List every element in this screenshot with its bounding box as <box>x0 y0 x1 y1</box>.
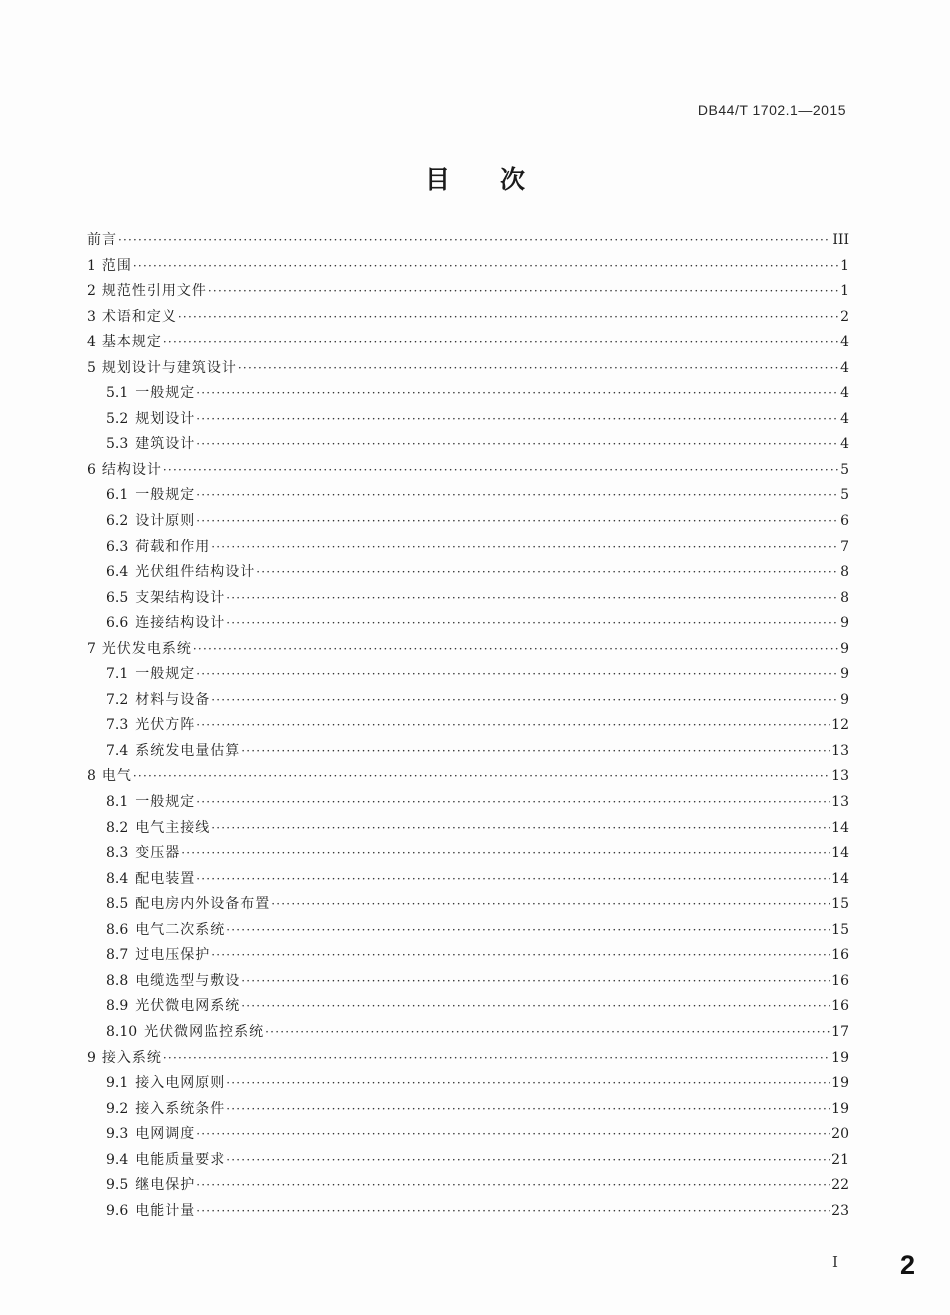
toc-entry-page: 4 <box>840 359 849 376</box>
toc-entry-page: 15 <box>831 921 849 938</box>
dot-leader <box>211 535 839 561</box>
dot-leader <box>256 560 839 586</box>
toc-entry-label: 电气二次系统 <box>135 921 226 938</box>
dot-leader <box>163 1046 830 1072</box>
toc-entry-number: 6.4 <box>106 564 129 581</box>
toc-entry-number: 3 <box>87 308 96 325</box>
toc-entry-page: 9 <box>840 666 849 683</box>
toc-entry-page: 1 <box>840 283 849 300</box>
toc-entry[interactable] <box>87 254 849 280</box>
toc-entry-page: 5 <box>840 461 849 478</box>
toc-entry-label: 规划设计与建筑设计 <box>101 359 237 376</box>
toc-entry-page: 4 <box>840 436 849 453</box>
toc-entry-number: 5.1 <box>106 385 129 402</box>
dot-leader <box>226 586 839 612</box>
toc-entry-label: 结构设计 <box>101 461 162 478</box>
toc-entry-label: 支架结构设计 <box>135 589 226 606</box>
toc-entry-number: 8.3 <box>106 845 129 862</box>
toc-entry-number: 5 <box>87 359 96 376</box>
toc-entry[interactable] <box>87 1020 849 1046</box>
toc-entry-number: 9.1 <box>106 1075 129 1092</box>
toc-entry-label: 系统发电量估算 <box>135 742 241 759</box>
dot-leader <box>226 1071 830 1097</box>
toc-entry-label: 配电房内外设备布置 <box>135 896 271 913</box>
toc-entry-page: 8 <box>840 589 849 606</box>
toc-entry-label: 光伏发电系统 <box>101 640 192 657</box>
toc-entry[interactable] <box>87 790 849 816</box>
toc-entry[interactable] <box>87 330 849 356</box>
toc-entry-number: 9.4 <box>106 1151 129 1168</box>
toc-entry[interactable] <box>87 841 849 867</box>
toc-entry[interactable] <box>87 483 849 509</box>
toc-entry[interactable] <box>87 1071 849 1097</box>
toc-entry-page: 14 <box>831 870 849 887</box>
toc-entry-label: 电气 <box>101 768 132 785</box>
toc-entry[interactable] <box>87 739 849 765</box>
page-title: 目次 <box>424 165 575 194</box>
toc-entry-page: 12 <box>831 717 849 734</box>
toc-entry-number: 6.6 <box>106 615 129 632</box>
dot-leader <box>196 432 839 458</box>
toc-entry-page: 13 <box>831 768 849 785</box>
toc-entry-number: 1 <box>87 257 96 274</box>
toc-entry[interactable] <box>87 1199 849 1225</box>
toc-entry[interactable] <box>87 305 849 331</box>
toc-entry-number: 8 <box>87 768 96 785</box>
dot-leader <box>226 918 830 944</box>
toc-entry[interactable] <box>87 969 849 995</box>
toc-entry-label: 光伏微网监控系统 <box>144 1023 265 1040</box>
toc-entry-label: 术语和定义 <box>101 308 177 325</box>
toc-entry[interactable] <box>87 688 849 714</box>
toc-entry[interactable] <box>87 816 849 842</box>
toc-entry-number: 9.5 <box>106 1177 129 1194</box>
toc-entry[interactable] <box>87 586 849 612</box>
dot-leader <box>181 841 830 867</box>
toc-entry[interactable] <box>87 662 849 688</box>
toc-entry-number: 5.3 <box>106 436 129 453</box>
toc-entry-number: 4 <box>87 334 96 351</box>
table-of-contents <box>87 228 849 1224</box>
toc-entry[interactable] <box>87 458 849 484</box>
toc-entry[interactable] <box>87 713 849 739</box>
toc-entry-number: 8.6 <box>106 921 129 938</box>
toc-entry-page: 4 <box>840 410 849 427</box>
dot-leader <box>211 688 839 714</box>
toc-entry-label: 设计原则 <box>135 513 196 530</box>
toc-entry-label: 荷载和作用 <box>135 538 211 555</box>
toc-entry[interactable] <box>87 764 849 790</box>
toc-entry-page: 19 <box>831 1075 849 1092</box>
toc-entry-page: 19 <box>831 1049 849 1066</box>
toc-entry-page: 19 <box>831 1100 849 1117</box>
toc-entry-page: 15 <box>831 896 849 913</box>
toc-entry-label: 电能计量 <box>135 1202 196 1219</box>
toc-entry-number: 6.2 <box>106 513 129 530</box>
toc-entry-label: 继电保护 <box>135 1177 196 1194</box>
toc-entry-number: 7.3 <box>106 717 129 734</box>
toc-entry-page: 22 <box>831 1177 849 1194</box>
dot-leader <box>133 254 839 280</box>
toc-entry-label: 前言 <box>87 232 117 248</box>
dot-leader <box>226 611 839 637</box>
dot-leader <box>238 356 839 382</box>
dot-leader <box>241 969 830 995</box>
toc-entry-label: 连接结构设计 <box>135 615 226 632</box>
dot-leader <box>211 816 830 842</box>
toc-entry-label: 建筑设计 <box>135 436 196 453</box>
dot-leader <box>196 1199 830 1225</box>
standard-code: DB44/T 1702.1—2015 <box>697 102 846 118</box>
dot-leader <box>196 790 830 816</box>
dot-leader <box>226 1148 830 1174</box>
toc-entry-page: 14 <box>831 845 849 862</box>
toc-entry-number: 8.1 <box>106 794 129 811</box>
dot-leader <box>241 739 830 765</box>
toc-entry-number: 8.8 <box>106 972 129 989</box>
toc-entry[interactable] <box>87 994 849 1020</box>
toc-entry-number: 7.1 <box>106 666 129 683</box>
dot-leader <box>196 713 830 739</box>
dot-leader <box>163 458 839 484</box>
toc-entry-page: 1 <box>840 257 849 274</box>
toc-entry-number: 6.3 <box>106 538 129 555</box>
toc-entry[interactable] <box>87 867 849 893</box>
dot-leader <box>163 330 839 356</box>
dot-leader <box>193 637 839 663</box>
toc-entry-label: 过电压保护 <box>135 947 211 964</box>
toc-entry-label: 基本规定 <box>101 334 162 351</box>
dot-leader <box>133 764 830 790</box>
dot-leader <box>265 1020 830 1046</box>
toc-entry-label: 配电装置 <box>135 870 196 887</box>
toc-entry-page: 5 <box>840 487 849 504</box>
toc-entry-label: 一般规定 <box>135 666 196 683</box>
toc-entry-number: 8.7 <box>106 947 129 964</box>
toc-entry-number: 2 <box>87 283 96 300</box>
toc-entry-page: 9 <box>840 615 849 632</box>
toc-entry[interactable] <box>87 535 849 561</box>
toc-entry-page: III <box>832 232 849 248</box>
toc-entry-page: 13 <box>831 794 849 811</box>
toc-entry[interactable] <box>87 892 849 918</box>
toc-entry-number: 6 <box>87 461 96 478</box>
toc-entry[interactable] <box>87 918 849 944</box>
toc-entry[interactable] <box>87 432 849 458</box>
dot-leader <box>196 1173 830 1199</box>
dot-leader <box>196 867 830 893</box>
dot-leader <box>118 228 831 254</box>
dot-leader <box>196 509 839 535</box>
dot-leader <box>271 892 830 918</box>
toc-entry-label: 范围 <box>101 257 132 274</box>
toc-entry-page: 17 <box>831 1023 849 1040</box>
toc-entry-page: 2 <box>840 308 849 325</box>
toc-entry-label: 接入系统 <box>101 1049 162 1066</box>
toc-entry-number: 8.10 <box>106 1023 138 1040</box>
toc-entry-label: 规划设计 <box>135 410 196 427</box>
toc-entry[interactable] <box>87 279 849 305</box>
toc-entry-label: 电缆选型与敷设 <box>135 972 241 989</box>
dot-leader <box>196 483 839 509</box>
toc-entry-page: 8 <box>840 564 849 581</box>
toc-entry-page: 13 <box>831 742 849 759</box>
dot-leader <box>196 1122 830 1148</box>
toc-entry-page: 23 <box>831 1202 849 1219</box>
toc-entry-number: 6.5 <box>106 589 129 606</box>
toc-entry-label: 材料与设备 <box>135 691 211 708</box>
dot-leader <box>241 994 830 1020</box>
toc-entry-number: 6.1 <box>106 487 129 504</box>
toc-entry[interactable] <box>87 356 849 382</box>
toc-entry-number: 5.2 <box>106 410 129 427</box>
toc-entry-number: 7.2 <box>106 691 129 708</box>
dot-leader <box>208 279 839 305</box>
toc-entry-page: 16 <box>831 972 849 989</box>
dot-leader <box>196 662 839 688</box>
toc-entry[interactable] <box>87 611 849 637</box>
toc-entry-label: 电气主接线 <box>135 819 211 836</box>
toc-entry[interactable] <box>87 637 849 663</box>
toc-entry-page: 9 <box>840 691 849 708</box>
dot-leader <box>196 407 839 433</box>
toc-entry-page: 20 <box>831 1126 849 1143</box>
dot-leader <box>196 381 839 407</box>
toc-entry-label: 电网调度 <box>135 1126 196 1143</box>
toc-entry-page: 9 <box>840 640 849 657</box>
toc-entry-page: 16 <box>831 947 849 964</box>
toc-entry[interactable] <box>87 1097 849 1123</box>
toc-entry-number: 9 <box>87 1049 96 1066</box>
toc-entry-number: 8.2 <box>106 819 129 836</box>
toc-entry[interactable] <box>87 1046 849 1072</box>
toc-entry-page: 16 <box>831 998 849 1015</box>
toc-entry[interactable] <box>87 228 849 254</box>
toc-entry[interactable] <box>87 381 849 407</box>
dot-leader <box>178 305 839 331</box>
toc-entry-label: 光伏微电网系统 <box>135 998 241 1015</box>
toc-entry-label: 变压器 <box>135 845 181 862</box>
dot-leader <box>211 943 830 969</box>
toc-entry[interactable] <box>87 1122 849 1148</box>
toc-entry-label: 接入电网原则 <box>135 1075 226 1092</box>
toc-entry-number: 8.9 <box>106 998 129 1015</box>
toc-entry-label: 规范性引用文件 <box>101 283 207 300</box>
toc-entry-label: 光伏方阵 <box>135 717 196 734</box>
toc-entry[interactable] <box>87 407 849 433</box>
toc-entry-label: 接入系统条件 <box>135 1100 226 1117</box>
toc-entry-page: 4 <box>840 334 849 351</box>
toc-entry-page: 21 <box>831 1151 849 1168</box>
toc-entry[interactable] <box>87 560 849 586</box>
toc-entry[interactable] <box>87 943 849 969</box>
toc-entry[interactable] <box>87 1148 849 1174</box>
toc-entry-number: 9.3 <box>106 1126 129 1143</box>
toc-entry-number: 9.6 <box>106 1202 129 1219</box>
toc-entry-label: 电能质量要求 <box>135 1151 226 1168</box>
dot-leader <box>226 1097 830 1123</box>
toc-entry-number: 7.4 <box>106 742 129 759</box>
toc-entry-number: 9.2 <box>106 1100 129 1117</box>
toc-entry-page: 4 <box>840 385 849 402</box>
toc-entry-number: 8.4 <box>106 870 129 887</box>
toc-entry-number: 8.5 <box>106 896 129 913</box>
toc-entry-label: 光伏组件结构设计 <box>135 564 256 581</box>
toc-entry-label: 一般规定 <box>135 385 196 402</box>
toc-entry[interactable] <box>87 509 849 535</box>
toc-entry-page: 14 <box>831 819 849 836</box>
toc-entry[interactable] <box>87 1173 849 1199</box>
toc-entry-page: 7 <box>840 538 849 555</box>
toc-entry-page: 6 <box>840 513 849 530</box>
page-number-stamp: 2 <box>900 1250 916 1280</box>
roman-folio: I <box>832 1253 838 1271</box>
toc-entry-label: 一般规定 <box>135 487 196 504</box>
toc-entry-number: 7 <box>87 640 96 657</box>
toc-entry-label: 一般规定 <box>135 794 196 811</box>
